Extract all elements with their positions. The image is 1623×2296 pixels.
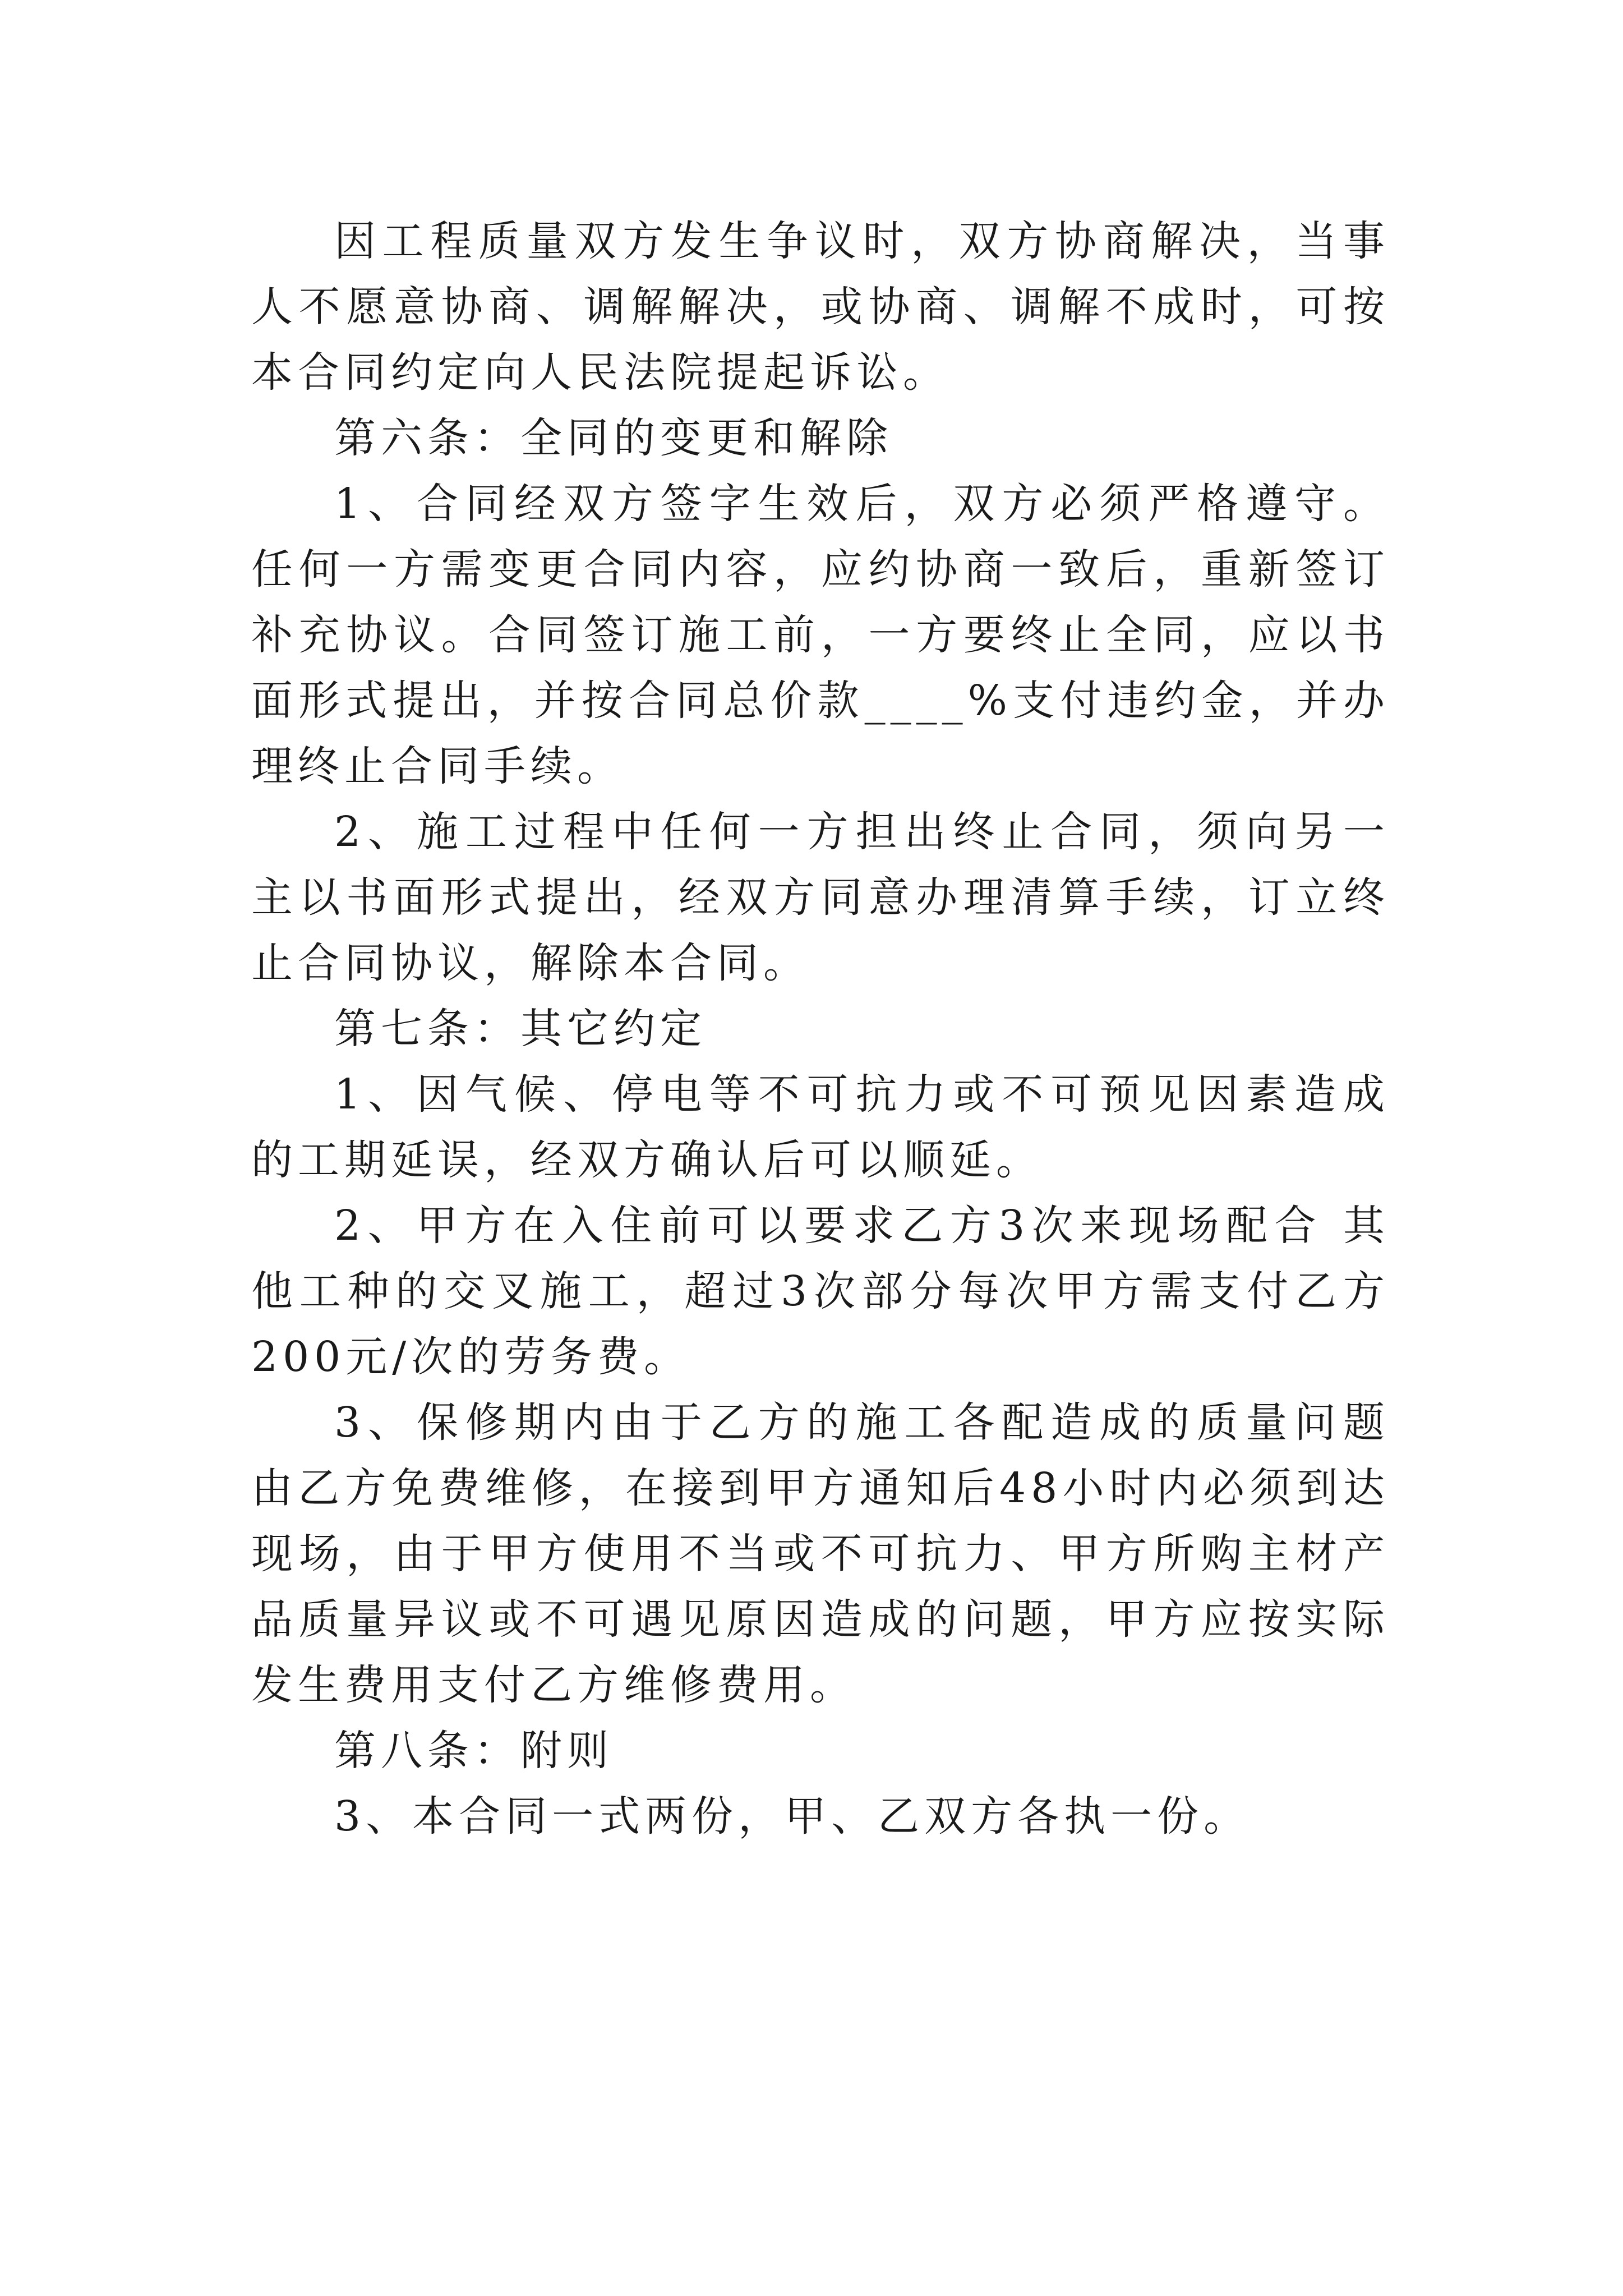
paragraph-article-6-item-1: 1、合同经双方签字生效后，双方必须严格遵守。任何一方需变更合同内容，应约协商一致后，重新签订补充协议。合同签订施工前，一方要终止全同，应以书面形式提出，并按合同总价款____%支付违约金，并办理终止合同手续。 xyxy=(251,480,1390,790)
paragraph-article-7-item-2: 2、甲方在入住前可以要求乙方3次来现场配合 其他工种的交叉施工，超过3次部分每次甲方需支付乙方200元/次的劳务费。 xyxy=(251,1202,1390,1381)
paragraph-article-6-item-2: 2、施工过程中任何一方担出终止合同，须向另一主以书面形式提出，经双方同意办理清算手续，订立终止合同协议，解除本合同。 xyxy=(251,808,1390,987)
section-heading-article-7: 第七条：其它约定 xyxy=(334,1005,707,1053)
section-heading-article-6: 第六条：全同的变更和解除 xyxy=(334,414,893,462)
paragraph-article-7-item-1: 1、因气候、停电等不可抗力或不可预见因素造成的工期延误，经双方确认后可以顺延。 xyxy=(251,1070,1390,1184)
document-body xyxy=(251,209,1390,1849)
paragraph-dispute-resolution: 因工程质量双方发生争议时，双方协商解决，当事人不愿意协商、调解解决，或协商、调解不成时，可按本合同约定向人民法院提起诉讼。 xyxy=(251,217,1390,397)
section-heading-article-8: 第八条：附则 xyxy=(334,1727,614,1775)
paragraph-article-8-item-3: 3、本合同一式两份，甲、乙双方各执一份。 xyxy=(334,1792,1251,1841)
paragraph-article-7-item-3: 3、保修期内由于乙方的施工各配造成的质量问题由乙方免费维修，在接到甲方通知后48小时内必须到达现场，由于甲方使用不当或不可抗力、甲方所购主材产品质量异议或不可遇见原因造成的问题，甲方应按实际发生费用支付乙方维修费用。 xyxy=(251,1398,1390,1709)
